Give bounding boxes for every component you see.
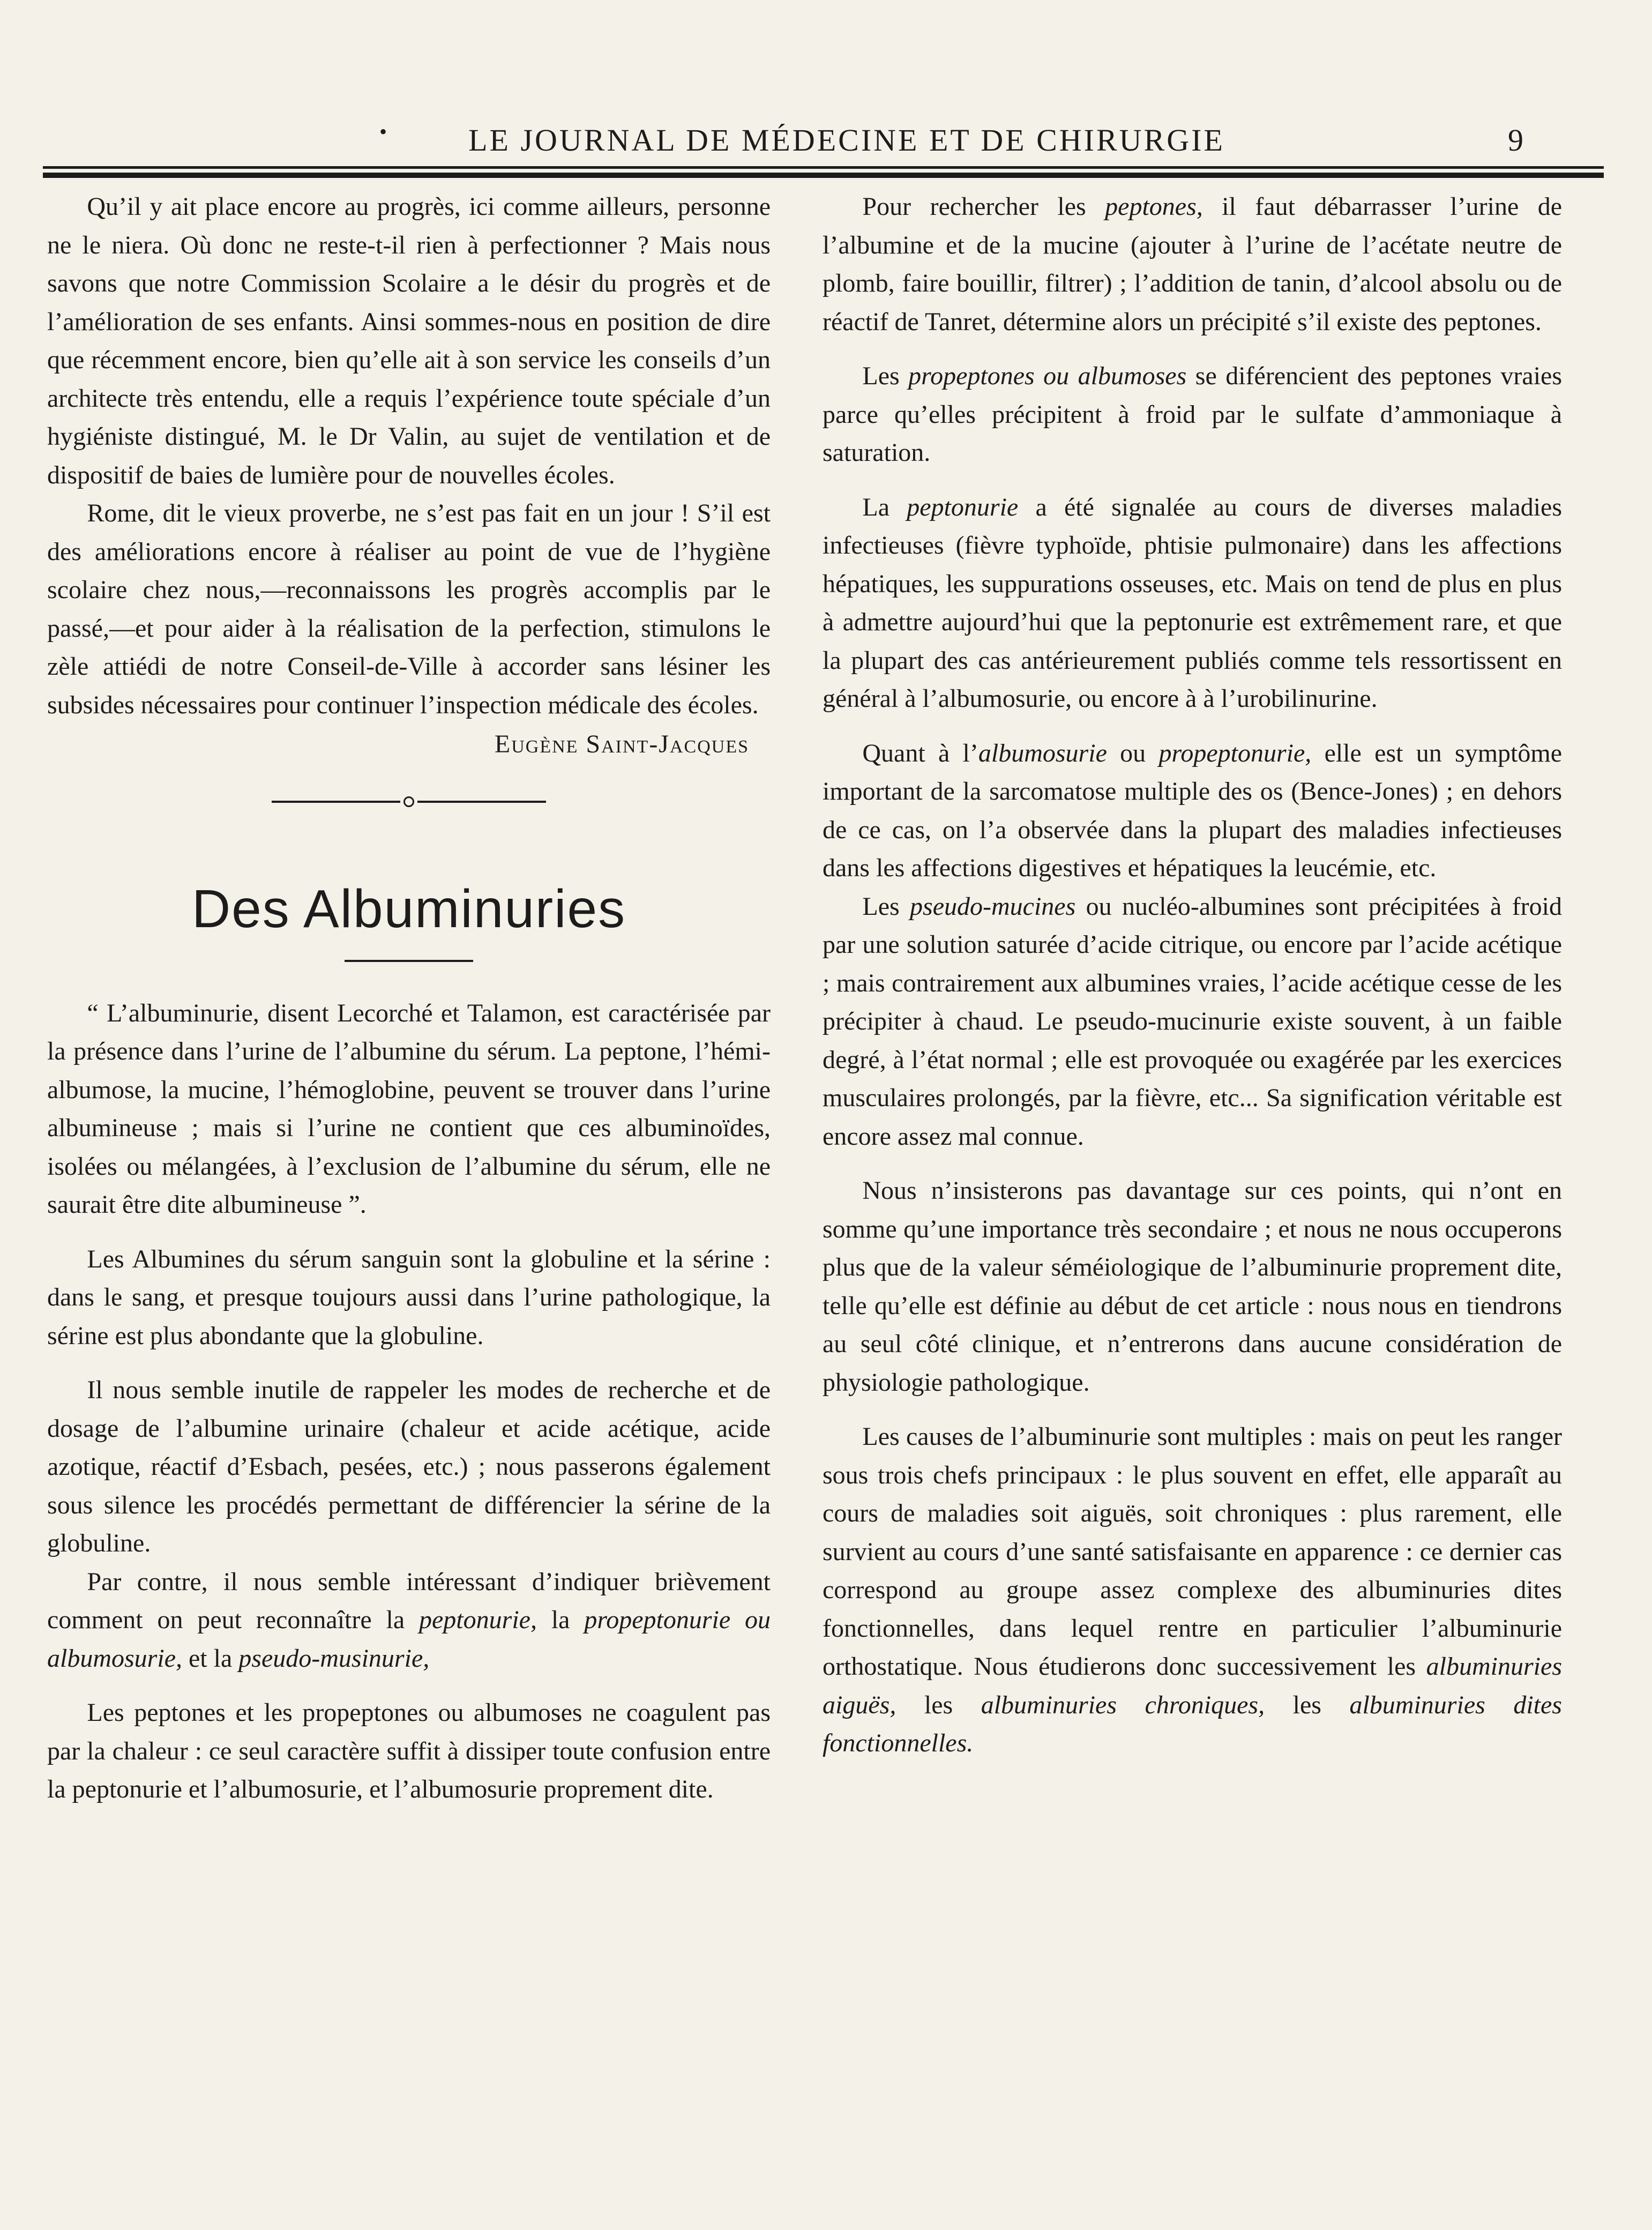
text-run: Pour rechercher les <box>862 192 1105 221</box>
italic-term: propeptonurie, <box>1158 739 1312 767</box>
text-run: a été signalée au cours de diverses maladies infectieuses (fièvre typhoïde, phtisie pulmonaire) dans les affections hépatiques, les suppurations osseuses, etc. Mais on tend de plus en plus à admettre aujourd’hui que la peptonurie est extrêmement rare, et que la plupart des cas antérieurement publiés comme tels ressortissent en général à l’albumosurie, ou encore à à l’urobilinurine. <box>823 493 1563 713</box>
italic-term: propeptonurie ou albumosurie, <box>47 1606 771 1673</box>
italic-term: peptonurie <box>907 493 1019 521</box>
paragraph <box>823 357 1562 472</box>
text-run: ou nucléo-albumines sont précipitées à froid par une solution saturée d’acide citrique, ou encore par l’acide acétique ; mais contrairement aux albumines vraies, l’acide acétique cesse de les précipiter à chaud. Le pseudo-mucinurie existe souvent, à un faible degré, à l’état normal ; elle est provoquée ou exagérée par les exercices musculaires prolongés, par la fièvre, etc... Sa signification véritable est encore assez mal connue. <box>823 892 1562 1151</box>
italic-term: propeptones ou albumoses <box>908 362 1187 390</box>
text-run: elle est un symptôme important de la sarcomatose multiple des os (Bence-Jones) ; en dehors de ce cas, on l’a observée dans la plupart des maladies infectieuses dans les affections digestives et hépatiques la leucémie, etc. <box>823 739 1562 882</box>
italic-term: albuminuries dites fonctionnelles. <box>823 1690 1562 1757</box>
text-run: et la <box>182 1644 239 1673</box>
paragraph <box>823 887 1562 1156</box>
text-run: La <box>862 493 907 521</box>
paragraph: “ L’albuminurie, disent Lecorché et Talamon, est caractérisée par la présence dans l’urine de l’albumine du sérum. La peptone, l’hémi-albumose, la mucine, l’hémoglobine, peuvent se trouver dans l’urine albumineuse ; mais si l’urine ne contient que ces albuminoïdes, isolées ou mélangées, à l’exclusion de l’albumine du sérum, elle ne saurait être dite albumineuse ”. <box>47 998 771 1219</box>
divider-circle <box>403 796 414 807</box>
page-number: 9 <box>1508 123 1523 158</box>
italic-term: albuminuries aiguës, <box>823 1652 1562 1719</box>
paragraph <box>823 734 1562 887</box>
divider-line <box>272 801 400 803</box>
text-run: les <box>1265 1690 1350 1719</box>
text-run: les <box>896 1690 981 1719</box>
text-run: la <box>536 1606 585 1634</box>
paragraph <box>823 1418 1562 1763</box>
section-divider <box>47 794 771 810</box>
paragraph <box>47 1563 771 1678</box>
title-underline <box>345 960 473 962</box>
text-run: Les <box>862 892 910 921</box>
paragraph <box>823 188 1562 341</box>
text-run: il faut débarrasser l’urine de l’albumine et de la mucine (ajouter à l’urine de l’acétate neutre de plomb, faire bouillir, filtrer) ; l’addition de tanin, d’alcool absolu ou de réactif de Tanret, détermine alors un précipité s’il existe des peptones. <box>823 192 1562 336</box>
text-run: Les causes de l’albuminurie sont multiples : mais on peut les ranger sous trois chefs principaux : le plus souvent en effet, elle apparaît au cours de maladies soit aiguës, soit chroniques : plus rarement, elle survient au cours d’une santé satisfaisante en apparence : ce dernier cas correspond au groupe assez complexe des albuminuries dites fonctionnelles, dans lequel rentre en particulier l’albuminurie orthostatique. Nous étudierons donc successivement les <box>823 1422 1562 1681</box>
italic-term: pseudo-mucines <box>910 892 1076 921</box>
paragraph: Les peptones et les propeptones ou albumoses ne coagulent pas par la chaleur : ce seul caractère suffit à dissiper toute confusion entre la peptonurie et l’albumosurie, et l’albumosurie proprement dite. <box>47 1698 771 1803</box>
divider-line <box>417 801 546 803</box>
paragraph: Qu’il y ait place encore au progrès, ici comme ailleurs, personne ne le niera. Où donc ne reste-t-il rien à perfectionner ? Mais nous savons que notre Commission Scolaire a le désir du progrès et de l’amélioration de ses enfants. Ainsi sommes-nous en position de dire que récemment encore, bien qu’elle ait à son service les conseils d’un architecte très entendu, elle a requis l’expérience toute spéciale d’un hygiéniste distingué, M. le Dr Valin, au sujet de ventilation et de dispositif de baies de lumière pour de nouvelles écoles. <box>47 192 771 489</box>
paragraph: Rome, dit le vieux proverbe, ne s’est pas fait en un jour ! S’il est des améliorations encore à réaliser au point de vue de l’hygiène scolaire chez nous,—reconnaissons les progrès accomplis par le passé,—et pour aider à la réalisation de la perfection, stimulons le zèle attiédi de notre Conseil-de-Ville à accorder sans lésiner les subsides nécessaires pour continuer l’inspection médicale des écoles. <box>47 499 771 719</box>
paragraph: Nous n’insisterons pas davantage sur ces points, qui n’ont en somme qu’une importance très secondaire ; et nous ne nous occuperons plus que de la valeur séméiologique de l’albuminurie proprement dite, telle qu’elle est définie au début de cet article : nous nous en tiendrons au seul côté clinique, et n’entrerons dans aucune considération de physiologie pathologique. <box>823 1176 1562 1397</box>
running-head: LE JOURNAL DE MÉDECINE ET DE CHIRURGIE <box>468 123 1225 158</box>
author-signature: Eugène Saint-Jacques <box>494 730 749 758</box>
paragraph: Les Albumines du sérum sanguin sont la globuline et la sérine : dans le sang, et presque toujours aussi dans l’urine pathologique, la sérine est plus abondante que la globuline. <box>47 1244 771 1350</box>
paragraph: Il nous semble inutile de rappeler les modes de recherche et de dosage de l’albumine urinaire (chaleur et acide acétique, acide azotique, réactif d’Esbach, pesées, etc.) ; nous passerons également sous silence les procédés permettant de différencier la sérine de la globuline. <box>47 1376 771 1557</box>
left-column <box>47 188 771 1809</box>
header-dot: • <box>379 120 387 144</box>
italic-term: albumosurie <box>978 739 1107 767</box>
text-run: se diférencient des peptones vraies parce qu’elles précipitent à froid par le sulfate d’ammoniaque à saturation. <box>823 362 1563 467</box>
text-run: Par contre, il nous semble intéressant d’indiquer brièvement comment on peut reconnaître la <box>47 1567 771 1634</box>
text-run: Quant à l’ <box>862 739 978 767</box>
text-run: ou <box>1107 739 1159 767</box>
header-rule-thin <box>43 166 1604 169</box>
italic-term: pseudo-musinurie, <box>238 1644 430 1673</box>
text-run: Les <box>862 362 909 390</box>
italic-term: peptonurie, <box>419 1606 537 1634</box>
paragraph <box>823 488 1562 718</box>
italic-term: albuminuries chroniques, <box>981 1690 1265 1719</box>
italic-term: peptones, <box>1105 192 1203 221</box>
article-title: Des Albuminuries <box>191 878 626 939</box>
header-rule-thick <box>43 173 1604 178</box>
right-column <box>823 188 1562 1763</box>
